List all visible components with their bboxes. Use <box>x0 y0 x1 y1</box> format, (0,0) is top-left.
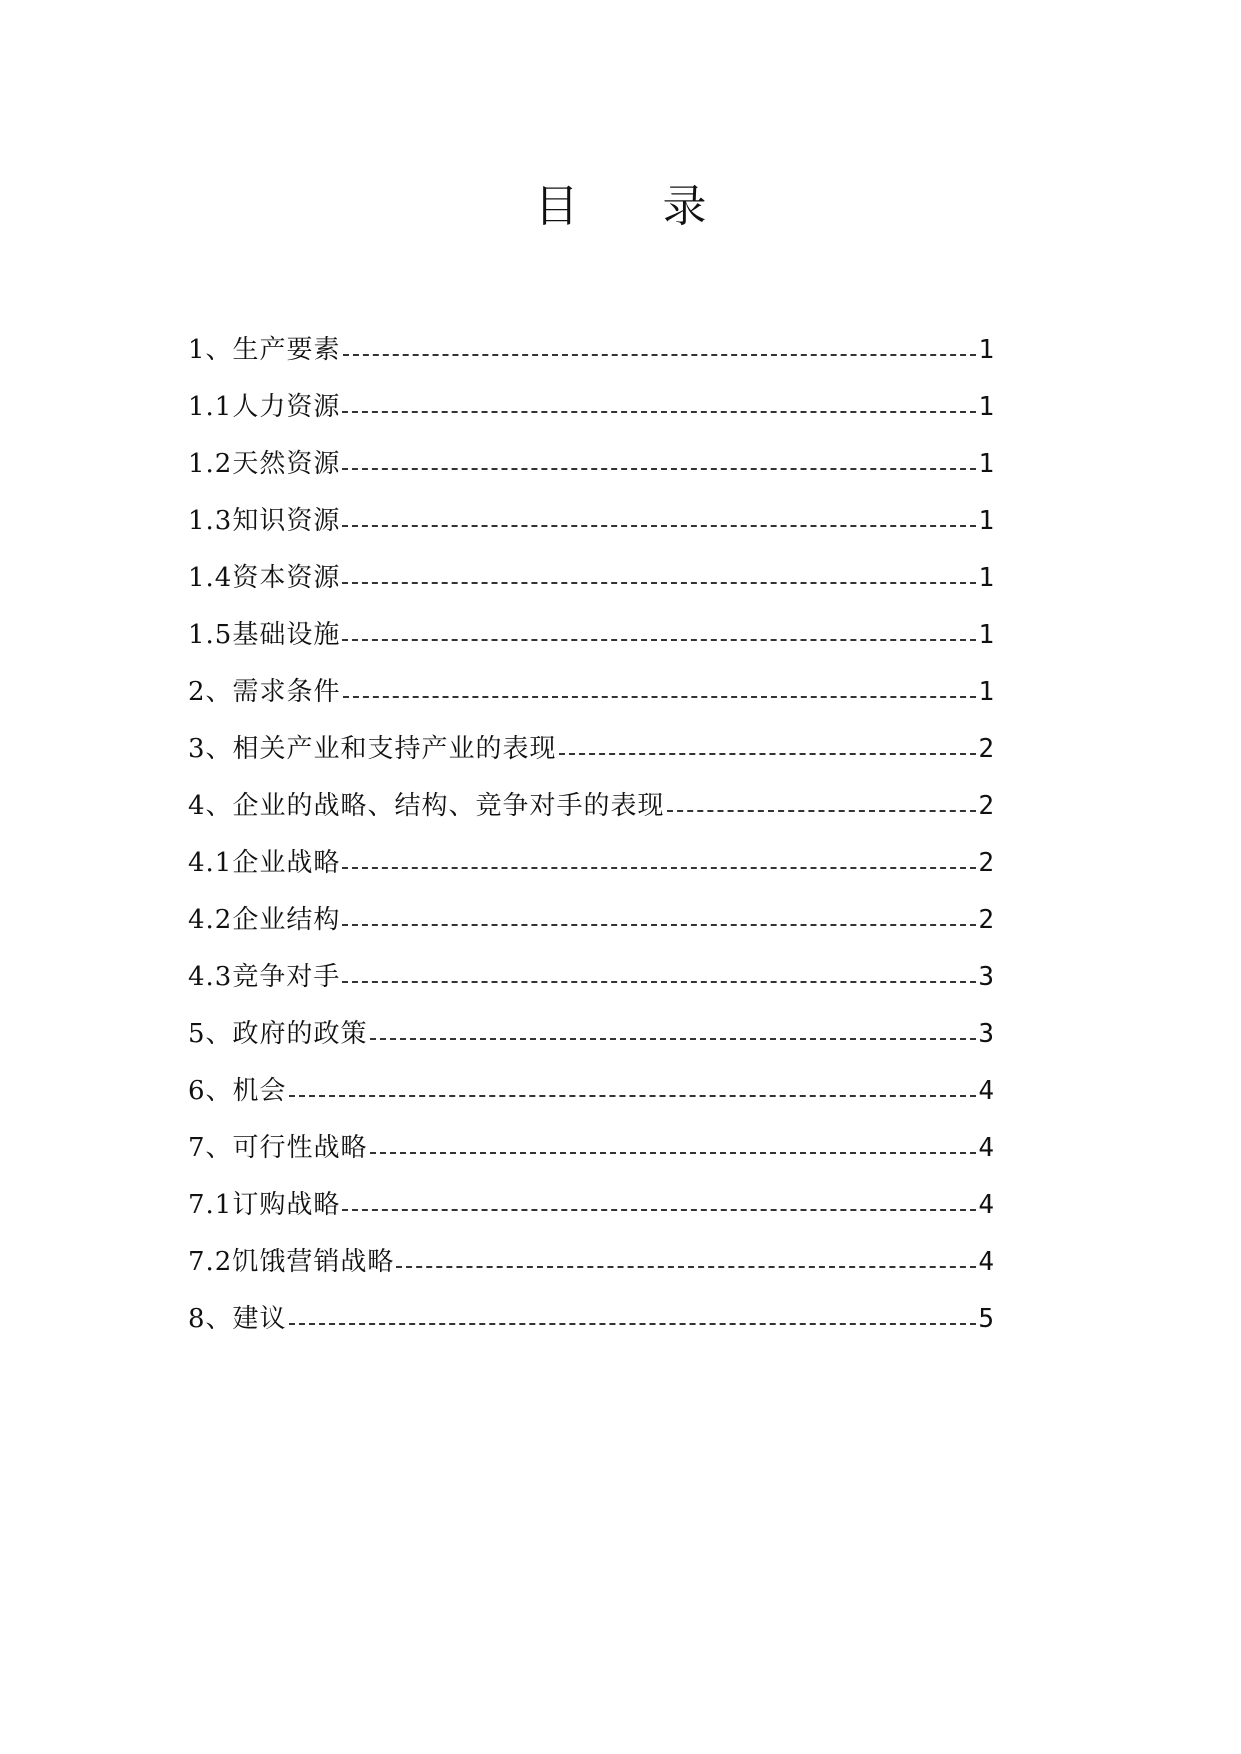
toc-leader-dashes <box>342 1209 976 1211</box>
toc-entry[interactable] <box>188 1177 994 1234</box>
toc-entry-page: 2 <box>978 791 994 821</box>
toc-entry[interactable] <box>188 607 994 664</box>
toc-leader-dashes <box>343 696 977 698</box>
toc-entry-page: 1 <box>978 392 994 422</box>
toc-entry[interactable] <box>188 892 994 949</box>
toc-leader-dashes <box>342 981 976 983</box>
toc-leader-dashes <box>342 639 976 641</box>
toc-entry-page: 3 <box>978 1019 994 1049</box>
toc-entry-title: 4.3竞争对手 <box>188 962 341 992</box>
toc-entry-title: 1、生产要素 <box>188 335 341 365</box>
toc-entry-title: 4.1企业战略 <box>188 848 341 878</box>
toc-leader-dashes <box>342 924 976 926</box>
toc-entry-title: 1.2天然资源 <box>188 449 341 479</box>
toc-entry[interactable] <box>188 835 994 892</box>
toc-entry-title: 4.2企业结构 <box>188 905 341 935</box>
toc-entry[interactable] <box>188 778 994 835</box>
toc-entry-title: 7.1订购战略 <box>188 1190 341 1220</box>
toc-entry[interactable] <box>188 493 994 550</box>
toc-entry-title: 8、建议 <box>188 1304 287 1334</box>
toc-entry-title: 1.3知识资源 <box>188 506 341 536</box>
toc-entry-page: 4 <box>978 1133 994 1163</box>
toc-leader-dashes <box>289 1323 977 1325</box>
toc-leader-dashes <box>396 1266 976 1268</box>
toc-entry-title: 2、需求条件 <box>188 677 341 707</box>
toc-entry-page: 4 <box>978 1247 994 1277</box>
toc-entry-title: 1.1人力资源 <box>188 392 341 422</box>
toc-entry-page: 4 <box>978 1076 994 1106</box>
toc-entry[interactable] <box>188 1291 994 1348</box>
toc-title-char-1: 目 <box>534 181 579 233</box>
toc-entry-title: 7、可行性战略 <box>188 1133 368 1163</box>
toc-leader-dashes <box>342 867 976 869</box>
toc-leader-dashes <box>370 1152 977 1154</box>
toc-leader-dashes <box>342 525 976 527</box>
toc-list <box>188 322 994 1348</box>
toc-entry-title: 3、相关产业和支持产业的表现 <box>188 734 557 764</box>
toc-leader-dashes <box>343 354 977 356</box>
toc-entry-page: 3 <box>978 962 994 992</box>
toc-leader-dashes <box>370 1038 977 1040</box>
toc-entry[interactable] <box>188 664 994 721</box>
toc-entry[interactable] <box>188 322 994 379</box>
toc-entry-title: 1.4资本资源 <box>188 563 341 593</box>
toc-entry[interactable] <box>188 721 994 778</box>
toc-entry[interactable] <box>188 1234 994 1291</box>
toc-entry[interactable] <box>188 949 994 1006</box>
toc-entry[interactable] <box>188 550 994 607</box>
toc-leader-dashes <box>342 468 976 470</box>
toc-entry[interactable] <box>188 1063 994 1120</box>
toc-entry[interactable] <box>188 1006 994 1063</box>
toc-entry[interactable] <box>188 1120 994 1177</box>
toc-entry-page: 2 <box>978 734 994 764</box>
toc-entry-page: 2 <box>978 905 994 935</box>
toc-leader-dashes <box>559 753 977 755</box>
toc-entry-page: 2 <box>978 848 994 878</box>
toc-leader-dashes <box>342 582 976 584</box>
toc-entry-title: 5、政府的政策 <box>188 1019 368 1049</box>
toc-entry-title: 1.5基础设施 <box>188 620 341 650</box>
toc-leader-dashes <box>667 810 977 812</box>
toc-leader-dashes <box>289 1095 977 1097</box>
toc-title <box>0 177 1241 237</box>
toc-entry-page: 1 <box>978 563 994 593</box>
toc-entry-page: 1 <box>978 677 994 707</box>
toc-entry-title: 6、机会 <box>188 1076 287 1106</box>
toc-leader-dashes <box>342 411 976 413</box>
toc-entry-page: 1 <box>978 620 994 650</box>
toc-entry-page: 1 <box>978 335 994 365</box>
toc-entry[interactable] <box>188 436 994 493</box>
toc-title-char-2: 录 <box>662 181 707 233</box>
toc-entry-page: 1 <box>978 449 994 479</box>
toc-entry-title: 4、企业的战略、结构、竞争对手的表现 <box>188 791 665 821</box>
toc-entry-title: 7.2饥饿营销战略 <box>188 1247 395 1277</box>
toc-entry-page: 4 <box>978 1190 994 1220</box>
toc-entry-page: 5 <box>978 1304 994 1334</box>
toc-entry-page: 1 <box>978 506 994 536</box>
toc-entry[interactable] <box>188 379 994 436</box>
